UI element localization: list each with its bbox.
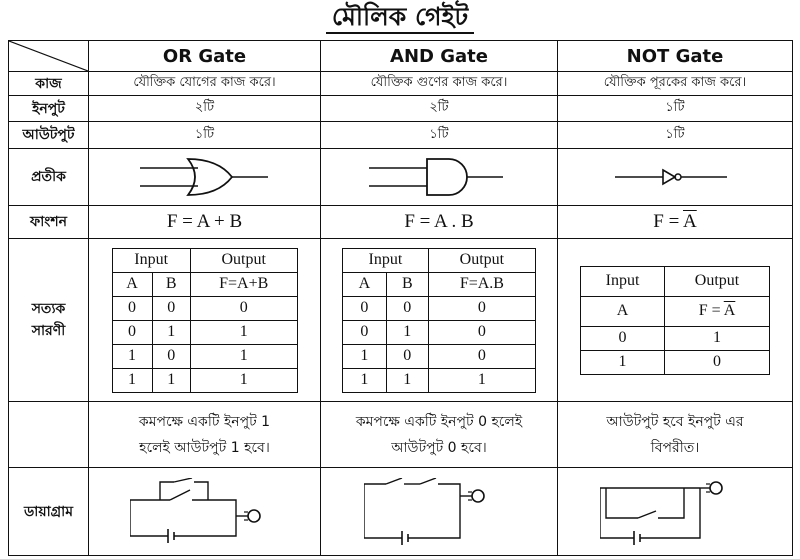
tt-cell: 0 xyxy=(428,320,535,344)
tt-cell: 0 xyxy=(152,296,190,320)
truth-label-1: সত্যক xyxy=(31,301,66,317)
or-gate-symbol-icon xyxy=(140,155,270,199)
not-tt-col-f xyxy=(665,296,770,326)
or-desc-line1: কমপক্ষে একটি ইনপুট 1 xyxy=(138,413,271,430)
or-diagram-cell xyxy=(89,468,321,556)
and-tt-col-a: A xyxy=(343,272,387,296)
not-circuit-diagram-icon xyxy=(600,478,750,546)
and-description xyxy=(321,402,558,468)
page-title-text: মৌলিক গেইট xyxy=(326,3,474,34)
or-desc-line2: হলেই আউটপুট 1 হবে। xyxy=(139,439,270,456)
or-tt-col-a: A xyxy=(112,272,152,296)
tt-cell: 1 xyxy=(112,344,152,368)
and-tt-input-header: Input xyxy=(343,248,429,272)
tt-cell: 0 xyxy=(112,296,152,320)
and-circuit-diagram-icon xyxy=(364,478,514,546)
diagram-label: ডায়াগ্রাম xyxy=(9,468,89,556)
output-label: আউটপুট xyxy=(9,122,89,149)
function-row xyxy=(9,206,793,239)
and-truth-cell xyxy=(321,239,558,402)
or-tt-col-f: F=A+B xyxy=(190,272,297,296)
tt-cell: 0 xyxy=(343,320,387,344)
tt-cell: 0 xyxy=(386,296,428,320)
or-circuit-diagram-icon xyxy=(130,478,280,546)
logic-gates-table xyxy=(8,40,793,556)
not-desc-line2: বিপরীত। xyxy=(650,439,700,456)
tt-cell: 1 xyxy=(190,344,297,368)
corner-cell xyxy=(9,41,89,72)
table-row xyxy=(343,344,536,368)
tt-cell: 0 xyxy=(428,296,535,320)
not-tt-col-f-var: $\overline{A}$ xyxy=(723,302,736,319)
work-label: কাজ xyxy=(9,72,89,96)
tt-cell: 1 xyxy=(190,320,297,344)
table-row xyxy=(581,326,770,350)
tt-cell: 1 xyxy=(665,326,770,350)
not-tt-col-f-prefix: F = xyxy=(698,302,724,319)
function-label: ফাংশন xyxy=(9,206,89,239)
or-gate-header: OR Gate xyxy=(89,41,321,72)
or-truth-table xyxy=(112,248,298,393)
tt-cell: 1 xyxy=(386,368,428,392)
table-row xyxy=(112,296,297,320)
not-function-prefix: F = xyxy=(653,211,683,232)
input-label: ইনপুট xyxy=(9,96,89,122)
not-diagram-cell xyxy=(558,468,793,556)
truth-table-label xyxy=(9,239,89,402)
and-outputs: ১টি xyxy=(321,122,558,149)
diagram-row xyxy=(9,468,793,556)
not-function-var: $\overline{A}$ xyxy=(683,211,697,232)
tt-cell: 1 xyxy=(343,368,387,392)
tt-cell: 1 xyxy=(581,350,665,374)
tt-cell: 1 xyxy=(152,368,190,392)
and-work: যৌক্তিক গুণের কাজ করে। xyxy=(321,72,558,96)
or-description xyxy=(89,402,321,468)
and-desc-line1: কমপক্ষে একটি ইনপুট 0 হলেই xyxy=(355,413,523,430)
tt-cell: 0 xyxy=(343,296,387,320)
tt-cell: 1 xyxy=(386,320,428,344)
tt-cell: 0 xyxy=(112,320,152,344)
and-function: F = A . B xyxy=(321,206,558,239)
or-tt-col-b: B xyxy=(152,272,190,296)
table-row xyxy=(112,320,297,344)
truth-label-2: সারণী xyxy=(31,323,66,339)
and-diagram-cell xyxy=(321,468,558,556)
and-tt-col-b: B xyxy=(386,272,428,296)
tt-cell: 0 xyxy=(581,326,665,350)
or-symbol-cell xyxy=(89,149,321,206)
or-function: F = A + B xyxy=(89,206,321,239)
or-tt-input-header: Input xyxy=(112,248,190,272)
output-row xyxy=(9,122,793,149)
table-row xyxy=(581,350,770,374)
input-row xyxy=(9,96,793,122)
table-row xyxy=(112,344,297,368)
or-inputs: ২টি xyxy=(89,96,321,122)
and-tt-output-header: Output xyxy=(428,248,535,272)
description-row xyxy=(9,402,793,468)
or-outputs: ১টি xyxy=(89,122,321,149)
not-gate-symbol-icon xyxy=(615,162,735,192)
not-tt-col-a: A xyxy=(581,296,665,326)
not-inputs: ১টি xyxy=(558,96,793,122)
table-row xyxy=(343,296,536,320)
and-tt-col-f: F=A.B xyxy=(428,272,535,296)
symbol-row xyxy=(9,149,793,206)
and-symbol-cell xyxy=(321,149,558,206)
and-inputs: ২টি xyxy=(321,96,558,122)
not-truth-cell xyxy=(558,239,793,402)
or-work: যৌক্তিক যোগের কাজ করে। xyxy=(89,72,321,96)
tt-cell: 1 xyxy=(343,344,387,368)
not-function xyxy=(558,206,793,239)
table-row xyxy=(112,368,297,392)
table-row xyxy=(343,320,536,344)
not-tt-output-header: Output xyxy=(665,266,770,296)
tt-cell: 0 xyxy=(386,344,428,368)
description-label-empty xyxy=(9,402,89,468)
tt-cell: 1 xyxy=(112,368,152,392)
tt-cell: 1 xyxy=(152,320,190,344)
and-truth-table xyxy=(342,248,536,393)
tt-cell: 1 xyxy=(428,368,535,392)
not-outputs: ১টি xyxy=(558,122,793,149)
truth-table-row xyxy=(9,239,793,402)
page-title xyxy=(0,2,800,34)
tt-cell: 1 xyxy=(190,368,297,392)
not-work: যৌক্তিক পূরকের কাজ করে। xyxy=(558,72,793,96)
not-tt-input-header: Input xyxy=(581,266,665,296)
not-symbol-cell xyxy=(558,149,793,206)
and-gate-symbol-icon xyxy=(369,155,509,199)
not-truth-table xyxy=(580,266,770,375)
tt-cell: 0 xyxy=(665,350,770,374)
symbol-label: প্রতীক xyxy=(9,149,89,206)
or-truth-cell xyxy=(89,239,321,402)
and-gate-header: AND Gate xyxy=(321,41,558,72)
tt-cell: 0 xyxy=(152,344,190,368)
or-tt-output-header: Output xyxy=(190,248,297,272)
table-row xyxy=(343,368,536,392)
work-row xyxy=(9,72,793,96)
not-description xyxy=(558,402,793,468)
and-desc-line2: আউটপুট 0 হবে। xyxy=(391,439,487,456)
header-row xyxy=(9,41,793,72)
tt-cell: 0 xyxy=(428,344,535,368)
not-gate-header: NOT Gate xyxy=(558,41,793,72)
not-desc-line1: আউটপুট হবে ইনপুট এর xyxy=(606,413,744,430)
tt-cell: 0 xyxy=(190,296,297,320)
